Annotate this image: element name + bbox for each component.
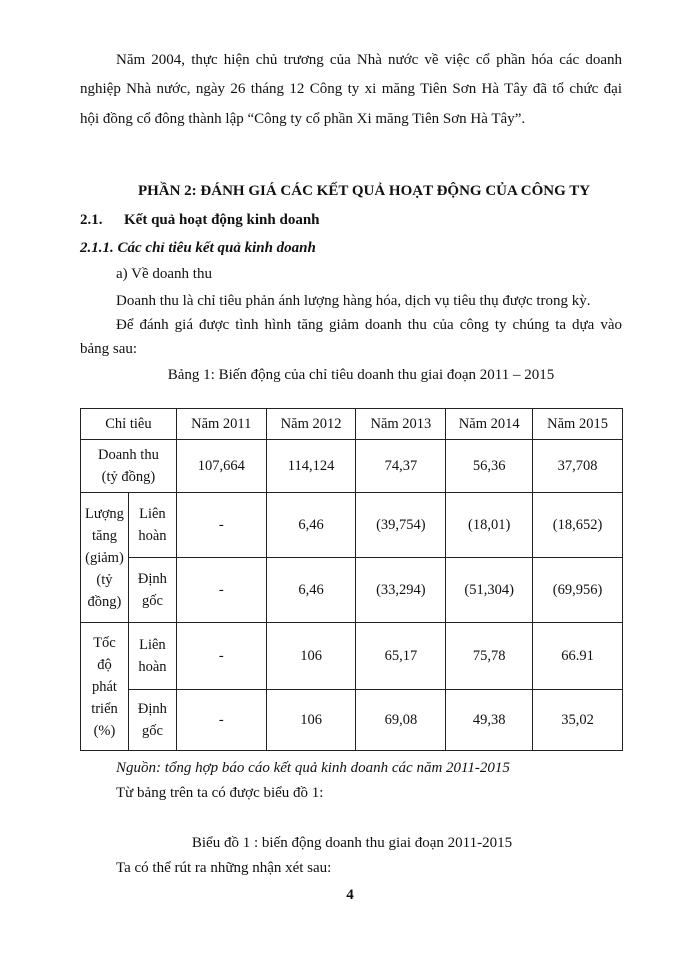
table-cell: -	[176, 558, 266, 623]
sub-label	[128, 690, 176, 751]
row-label-line: Doanh thu	[98, 447, 159, 463]
table-row	[81, 623, 623, 690]
header-cell: Năm 2013	[356, 409, 446, 440]
header-cell: Năm 2014	[446, 409, 533, 440]
header-cell: Năm 2011	[176, 409, 266, 440]
header-cell: Chỉ tiêu	[81, 409, 177, 440]
row-label-line: triển	[91, 700, 118, 717]
sub-label	[128, 558, 176, 623]
table-cell: -	[176, 623, 266, 690]
table-cell: (18,01)	[446, 493, 533, 558]
sub-label	[128, 493, 176, 558]
table-cell: (69,956)	[533, 558, 623, 623]
section-2-1-title: Kết quả hoạt động kinh doanh	[124, 212, 320, 228]
para-assess-line-1: Để đánh giá được tình hình tăng giảm doanh thu của công ty chúng ta dựa vào	[116, 317, 622, 333]
intro-line-1: Năm 2004, thực hiện chủ trương của Nhà nước về việc cổ phần hóa các doanh	[116, 52, 622, 68]
row-label-line: (tỷ	[96, 571, 113, 588]
section-2-1-1-heading: 2.1.1. Các chỉ tiêu kết quả kinh doanh	[80, 240, 316, 256]
row-label-line: độ	[97, 656, 112, 673]
sub-label-line: Định	[137, 571, 167, 587]
intro-line-3: hội đồng cổ đông thành lập “Công ty cổ phần Xi măng Tiên Sơn Hà Tây”.	[80, 111, 526, 127]
row-label-line: phát	[91, 678, 117, 695]
sub-label-line: hoàn	[138, 528, 167, 544]
table-header-row	[81, 409, 623, 440]
table-row	[81, 558, 623, 623]
sub-label	[128, 623, 176, 690]
row-label-line: đồng)	[87, 593, 122, 610]
table-cell: 56,36	[446, 440, 533, 493]
row-label-line: (giảm)	[85, 549, 124, 566]
table-cell: 49,38	[446, 690, 533, 751]
remarks-text: Ta có thể rút ra những nhận xét sau:	[116, 860, 332, 876]
header-cell: Năm 2015	[533, 409, 623, 440]
table-cell: 75,78	[446, 623, 533, 690]
table-cell: -	[176, 493, 266, 558]
table-cell: (51,304)	[446, 558, 533, 623]
row-label-line: (tỷ đồng)	[101, 469, 156, 485]
table-row	[81, 493, 623, 558]
table-cell: 37,708	[533, 440, 623, 493]
table-cell: 106	[266, 623, 356, 690]
revenue-table	[80, 408, 623, 751]
table-cell: 107,664	[176, 440, 266, 493]
para-assess-line-2: bảng sau:	[80, 341, 138, 357]
chart-caption: Biểu đồ 1 : biến động doanh thu giai đoạn 2011-2015	[191, 835, 513, 851]
sub-label-line: hoàn	[138, 659, 167, 675]
part-heading: PHẦN 2: ĐÁNH GIÁ CÁC KẾT QUẢ HOẠT ĐỘNG CỦA CÔNG TY	[137, 183, 591, 199]
page-number: 4	[346, 887, 354, 903]
sub-label-line: Liên	[139, 637, 166, 653]
subsection-a: a) Về doanh thu	[116, 266, 212, 282]
table-cell: 6,46	[266, 493, 356, 558]
sub-label-line: gốc	[141, 723, 163, 739]
table-cell: -	[176, 690, 266, 751]
table-row	[81, 440, 623, 493]
row-label-line: tăng	[91, 527, 117, 544]
row-label-line: Lượng	[85, 505, 124, 522]
sub-label-line: Liên	[139, 506, 166, 522]
sub-label-line: gốc	[141, 593, 163, 609]
row-label-line: Tốc	[93, 634, 116, 651]
table-cell: 35,02	[533, 690, 623, 751]
sub-label-line: Định	[137, 701, 167, 717]
row-group-label	[81, 623, 129, 751]
row-group-label	[81, 493, 129, 623]
table-row	[81, 690, 623, 751]
table-cell: (18,652)	[533, 493, 623, 558]
from-table-text: Từ bảng trên ta có được biểu đồ 1:	[116, 785, 324, 801]
table-cell: 65,17	[356, 623, 446, 690]
table-caption: Bảng 1: Biến động của chỉ tiêu doanh thu giai đoạn 2011 – 2015	[167, 367, 555, 383]
intro-line-2: nghiệp Nhà nước, ngày 26 tháng 12 Công ty xi măng Tiên Sơn Hà Tây đã tổ chức đại	[80, 81, 622, 97]
table-cell: 69,08	[356, 690, 446, 751]
row-label-line: (%)	[93, 722, 116, 739]
table-cell: (39,754)	[356, 493, 446, 558]
table-cell: 114,124	[266, 440, 356, 493]
section-2-1-number: 2.1.	[80, 212, 103, 228]
source-note: Nguồn: tổng hợp báo cáo kết quả kinh doanh các năm 2011-2015	[116, 760, 510, 776]
table-cell: 66.91	[533, 623, 623, 690]
table-cell: 106	[266, 690, 356, 751]
row-label	[81, 440, 177, 493]
header-cell: Năm 2012	[266, 409, 356, 440]
table-cell: (33,294)	[356, 558, 446, 623]
para-revenue: Doanh thu là chỉ tiêu phản ánh lượng hàng hóa, dịch vụ tiêu thụ được trong kỳ.	[116, 293, 591, 309]
table-cell: 74,37	[356, 440, 446, 493]
table-cell: 6,46	[266, 558, 356, 623]
